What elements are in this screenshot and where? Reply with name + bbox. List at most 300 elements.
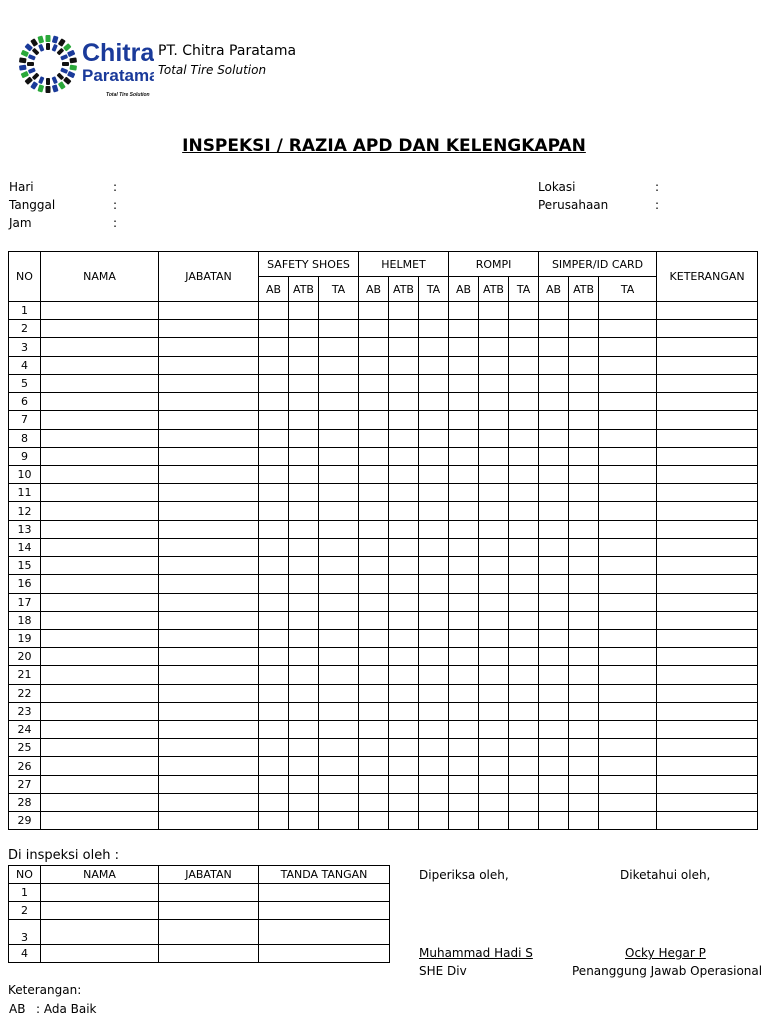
table-cell[interactable] — [289, 739, 319, 757]
table-cell[interactable] — [599, 338, 657, 356]
table-cell[interactable] — [569, 538, 599, 556]
table-cell[interactable] — [41, 411, 159, 429]
table-cell[interactable] — [41, 393, 159, 411]
table-cell[interactable] — [509, 721, 539, 739]
table-cell[interactable] — [509, 502, 539, 520]
table-cell[interactable] — [359, 429, 389, 447]
table-cell[interactable] — [389, 320, 419, 338]
table-cell[interactable] — [419, 793, 449, 811]
table-cell[interactable] — [509, 648, 539, 666]
table-cell[interactable] — [359, 338, 389, 356]
table-cell[interactable] — [359, 520, 389, 538]
table-cell[interactable] — [41, 520, 159, 538]
table-cell[interactable] — [449, 557, 479, 575]
table-cell[interactable] — [599, 393, 657, 411]
table-cell[interactable] — [359, 393, 389, 411]
table-cell[interactable] — [509, 338, 539, 356]
table-cell[interactable] — [389, 429, 419, 447]
table-cell[interactable] — [539, 611, 569, 629]
table-cell[interactable] — [259, 374, 289, 392]
table-cell[interactable] — [389, 648, 419, 666]
table-cell[interactable] — [449, 429, 479, 447]
table-cell[interactable] — [479, 629, 509, 647]
table-cell[interactable] — [389, 739, 419, 757]
table-cell[interactable] — [599, 575, 657, 593]
table-cell[interactable] — [159, 611, 259, 629]
table-cell[interactable] — [449, 593, 479, 611]
table-cell[interactable] — [419, 447, 449, 465]
table-cell[interactable] — [389, 666, 419, 684]
table-cell[interactable] — [319, 721, 359, 739]
table-cell[interactable] — [159, 465, 259, 483]
table-cell[interactable] — [259, 356, 289, 374]
table-cell[interactable] — [259, 520, 289, 538]
table-cell[interactable] — [569, 502, 599, 520]
table-cell[interactable] — [539, 520, 569, 538]
table-cell[interactable] — [289, 793, 319, 811]
table-cell[interactable] — [319, 520, 359, 538]
table-cell[interactable] — [259, 775, 289, 793]
table-cell[interactable] — [509, 557, 539, 575]
table-cell[interactable] — [509, 356, 539, 374]
table-cell[interactable] — [449, 484, 479, 502]
table-cell[interactable] — [159, 757, 259, 775]
table-cell[interactable] — [41, 320, 159, 338]
table-cell[interactable] — [479, 812, 509, 830]
table-cell[interactable] — [359, 721, 389, 739]
table-cell[interactable] — [657, 611, 758, 629]
table-cell[interactable] — [569, 447, 599, 465]
table-cell[interactable] — [509, 374, 539, 392]
table-cell[interactable] — [259, 411, 289, 429]
table-cell[interactable] — [159, 302, 259, 320]
table-cell[interactable] — [159, 593, 259, 611]
table-cell[interactable] — [657, 593, 758, 611]
table-cell[interactable] — [449, 538, 479, 556]
table-cell[interactable] — [389, 775, 419, 793]
inspector-cell[interactable] — [159, 902, 259, 920]
table-cell[interactable] — [657, 393, 758, 411]
table-cell[interactable] — [419, 302, 449, 320]
table-cell[interactable] — [479, 775, 509, 793]
table-cell[interactable] — [419, 629, 449, 647]
table-cell[interactable] — [449, 393, 479, 411]
table-cell[interactable] — [539, 320, 569, 338]
table-cell[interactable] — [569, 393, 599, 411]
table-cell[interactable] — [657, 575, 758, 593]
table-cell[interactable] — [509, 593, 539, 611]
table-cell[interactable] — [569, 629, 599, 647]
table-cell[interactable] — [41, 502, 159, 520]
table-cell[interactable] — [41, 302, 159, 320]
table-cell[interactable] — [657, 793, 758, 811]
table-cell[interactable] — [569, 302, 599, 320]
table-cell[interactable] — [449, 338, 479, 356]
table-cell[interactable] — [539, 429, 569, 447]
table-cell[interactable] — [289, 538, 319, 556]
table-cell[interactable] — [419, 338, 449, 356]
table-cell[interactable] — [569, 338, 599, 356]
table-cell[interactable] — [319, 666, 359, 684]
table-cell[interactable] — [259, 629, 289, 647]
table-cell[interactable] — [509, 538, 539, 556]
table-cell[interactable] — [259, 465, 289, 483]
table-cell[interactable] — [599, 557, 657, 575]
table-cell[interactable] — [419, 429, 449, 447]
table-cell[interactable] — [389, 411, 419, 429]
table-cell[interactable] — [599, 721, 657, 739]
table-cell[interactable] — [389, 593, 419, 611]
table-cell[interactable] — [479, 666, 509, 684]
table-cell[interactable] — [449, 666, 479, 684]
table-cell[interactable] — [539, 447, 569, 465]
table-cell[interactable] — [389, 538, 419, 556]
table-cell[interactable] — [569, 775, 599, 793]
table-cell[interactable] — [419, 538, 449, 556]
table-cell[interactable] — [509, 611, 539, 629]
table-cell[interactable] — [359, 320, 389, 338]
table-cell[interactable] — [259, 793, 289, 811]
table-cell[interactable] — [289, 393, 319, 411]
table-cell[interactable] — [479, 557, 509, 575]
table-cell[interactable] — [449, 648, 479, 666]
table-cell[interactable] — [259, 739, 289, 757]
table-cell[interactable] — [509, 520, 539, 538]
table-cell[interactable] — [539, 757, 569, 775]
table-cell[interactable] — [389, 484, 419, 502]
table-cell[interactable] — [159, 429, 259, 447]
table-cell[interactable] — [539, 593, 569, 611]
table-cell[interactable] — [539, 684, 569, 702]
table-cell[interactable] — [569, 666, 599, 684]
table-cell[interactable] — [159, 721, 259, 739]
table-cell[interactable] — [509, 447, 539, 465]
inspector-cell[interactable] — [159, 884, 259, 902]
table-cell[interactable] — [479, 538, 509, 556]
table-cell[interactable] — [319, 757, 359, 775]
table-cell[interactable] — [479, 520, 509, 538]
table-cell[interactable] — [509, 484, 539, 502]
table-cell[interactable] — [569, 374, 599, 392]
table-cell[interactable] — [259, 320, 289, 338]
table-cell[interactable] — [359, 793, 389, 811]
table-cell[interactable] — [449, 302, 479, 320]
table-cell[interactable] — [479, 320, 509, 338]
table-cell[interactable] — [509, 739, 539, 757]
table-cell[interactable] — [449, 465, 479, 483]
table-cell[interactable] — [359, 411, 389, 429]
table-cell[interactable] — [599, 502, 657, 520]
table-cell[interactable] — [289, 411, 319, 429]
table-cell[interactable] — [599, 702, 657, 720]
table-cell[interactable] — [319, 812, 359, 830]
table-cell[interactable] — [419, 611, 449, 629]
table-cell[interactable] — [569, 557, 599, 575]
table-cell[interactable] — [569, 757, 599, 775]
table-cell[interactable] — [419, 411, 449, 429]
table-cell[interactable] — [657, 411, 758, 429]
inspector-cell[interactable] — [41, 902, 159, 920]
table-cell[interactable] — [41, 793, 159, 811]
table-cell[interactable] — [657, 812, 758, 830]
table-cell[interactable] — [359, 593, 389, 611]
table-cell[interactable] — [657, 447, 758, 465]
table-cell[interactable] — [599, 648, 657, 666]
table-cell[interactable] — [259, 538, 289, 556]
table-cell[interactable] — [359, 684, 389, 702]
table-cell[interactable] — [479, 721, 509, 739]
table-cell[interactable] — [359, 575, 389, 593]
table-cell[interactable] — [657, 302, 758, 320]
table-cell[interactable] — [159, 538, 259, 556]
table-cell[interactable] — [41, 465, 159, 483]
table-cell[interactable] — [599, 629, 657, 647]
table-cell[interactable] — [319, 593, 359, 611]
table-cell[interactable] — [509, 429, 539, 447]
table-cell[interactable] — [449, 356, 479, 374]
table-cell[interactable] — [319, 648, 359, 666]
table-cell[interactable] — [159, 393, 259, 411]
table-cell[interactable] — [389, 502, 419, 520]
table-cell[interactable] — [159, 320, 259, 338]
table-cell[interactable] — [599, 374, 657, 392]
table-cell[interactable] — [539, 666, 569, 684]
table-cell[interactable] — [359, 447, 389, 465]
table-cell[interactable] — [509, 302, 539, 320]
table-cell[interactable] — [599, 611, 657, 629]
table-cell[interactable] — [289, 575, 319, 593]
table-cell[interactable] — [539, 793, 569, 811]
table-cell[interactable] — [389, 629, 419, 647]
table-cell[interactable] — [289, 557, 319, 575]
table-cell[interactable] — [657, 356, 758, 374]
table-cell[interactable] — [449, 411, 479, 429]
table-cell[interactable] — [657, 374, 758, 392]
table-cell[interactable] — [539, 356, 569, 374]
table-cell[interactable] — [657, 757, 758, 775]
table-cell[interactable] — [389, 721, 419, 739]
table-cell[interactable] — [449, 757, 479, 775]
table-cell[interactable] — [359, 538, 389, 556]
table-cell[interactable] — [539, 702, 569, 720]
table-cell[interactable] — [657, 484, 758, 502]
table-cell[interactable] — [657, 629, 758, 647]
table-cell[interactable] — [509, 629, 539, 647]
table-cell[interactable] — [259, 302, 289, 320]
table-cell[interactable] — [539, 338, 569, 356]
table-cell[interactable] — [389, 393, 419, 411]
table-cell[interactable] — [449, 374, 479, 392]
table-cell[interactable] — [259, 429, 289, 447]
table-cell[interactable] — [259, 648, 289, 666]
table-cell[interactable] — [569, 429, 599, 447]
table-cell[interactable] — [389, 520, 419, 538]
table-cell[interactable] — [419, 575, 449, 593]
table-cell[interactable] — [599, 812, 657, 830]
table-cell[interactable] — [319, 411, 359, 429]
table-cell[interactable] — [657, 775, 758, 793]
table-cell[interactable] — [159, 775, 259, 793]
table-cell[interactable] — [359, 557, 389, 575]
table-cell[interactable] — [449, 520, 479, 538]
table-cell[interactable] — [41, 775, 159, 793]
table-cell[interactable] — [419, 702, 449, 720]
table-cell[interactable] — [319, 793, 359, 811]
table-cell[interactable] — [539, 775, 569, 793]
table-cell[interactable] — [479, 684, 509, 702]
table-cell[interactable] — [359, 702, 389, 720]
table-cell[interactable] — [41, 666, 159, 684]
table-cell[interactable] — [449, 611, 479, 629]
table-cell[interactable] — [539, 739, 569, 757]
table-cell[interactable] — [539, 629, 569, 647]
table-cell[interactable] — [599, 793, 657, 811]
table-cell[interactable] — [319, 356, 359, 374]
table-cell[interactable] — [41, 447, 159, 465]
table-cell[interactable] — [449, 684, 479, 702]
table-cell[interactable] — [479, 411, 509, 429]
table-cell[interactable] — [389, 557, 419, 575]
table-cell[interactable] — [419, 465, 449, 483]
table-cell[interactable] — [389, 302, 419, 320]
table-cell[interactable] — [319, 684, 359, 702]
table-cell[interactable] — [41, 702, 159, 720]
table-cell[interactable] — [657, 721, 758, 739]
table-cell[interactable] — [159, 520, 259, 538]
table-cell[interactable] — [419, 812, 449, 830]
table-cell[interactable] — [419, 739, 449, 757]
table-cell[interactable] — [479, 374, 509, 392]
table-cell[interactable] — [259, 393, 289, 411]
table-cell[interactable] — [319, 775, 359, 793]
table-cell[interactable] — [289, 356, 319, 374]
table-cell[interactable] — [41, 338, 159, 356]
table-cell[interactable] — [479, 447, 509, 465]
table-cell[interactable] — [41, 684, 159, 702]
table-cell[interactable] — [449, 447, 479, 465]
table-cell[interactable] — [289, 320, 319, 338]
table-cell[interactable] — [569, 320, 599, 338]
table-cell[interactable] — [159, 447, 259, 465]
table-cell[interactable] — [569, 484, 599, 502]
table-cell[interactable] — [419, 648, 449, 666]
table-cell[interactable] — [539, 721, 569, 739]
table-cell[interactable] — [599, 429, 657, 447]
inspector-cell[interactable] — [41, 920, 159, 945]
table-cell[interactable] — [599, 666, 657, 684]
table-cell[interactable] — [389, 702, 419, 720]
table-cell[interactable] — [289, 520, 319, 538]
table-cell[interactable] — [479, 702, 509, 720]
table-cell[interactable] — [479, 356, 509, 374]
table-cell[interactable] — [419, 684, 449, 702]
table-cell[interactable] — [159, 793, 259, 811]
table-cell[interactable] — [569, 702, 599, 720]
table-cell[interactable] — [479, 302, 509, 320]
table-cell[interactable] — [319, 557, 359, 575]
table-cell[interactable] — [359, 629, 389, 647]
table-cell[interactable] — [419, 393, 449, 411]
inspector-cell[interactable] — [259, 945, 390, 963]
table-cell[interactable] — [259, 593, 289, 611]
table-cell[interactable] — [599, 411, 657, 429]
table-cell[interactable] — [479, 648, 509, 666]
table-cell[interactable] — [289, 429, 319, 447]
table-cell[interactable] — [159, 502, 259, 520]
table-cell[interactable] — [41, 648, 159, 666]
table-cell[interactable] — [569, 411, 599, 429]
table-cell[interactable] — [41, 538, 159, 556]
table-cell[interactable] — [289, 684, 319, 702]
inspector-cell[interactable] — [259, 884, 390, 902]
table-cell[interactable] — [479, 611, 509, 629]
table-cell[interactable] — [657, 338, 758, 356]
table-cell[interactable] — [479, 393, 509, 411]
table-cell[interactable] — [657, 648, 758, 666]
table-cell[interactable] — [509, 575, 539, 593]
table-cell[interactable] — [599, 739, 657, 757]
table-cell[interactable] — [539, 502, 569, 520]
table-cell[interactable] — [41, 484, 159, 502]
table-cell[interactable] — [569, 793, 599, 811]
table-cell[interactable] — [319, 575, 359, 593]
table-cell[interactable] — [41, 629, 159, 647]
table-cell[interactable] — [359, 484, 389, 502]
table-cell[interactable] — [319, 611, 359, 629]
table-cell[interactable] — [359, 812, 389, 830]
table-cell[interactable] — [509, 775, 539, 793]
table-cell[interactable] — [41, 611, 159, 629]
table-cell[interactable] — [539, 538, 569, 556]
table-cell[interactable] — [389, 575, 419, 593]
table-cell[interactable] — [509, 666, 539, 684]
table-cell[interactable] — [449, 629, 479, 647]
table-cell[interactable] — [657, 429, 758, 447]
table-cell[interactable] — [159, 575, 259, 593]
table-cell[interactable] — [41, 575, 159, 593]
inspector-cell[interactable] — [159, 945, 259, 963]
table-cell[interactable] — [539, 374, 569, 392]
inspector-cell[interactable] — [41, 945, 159, 963]
table-cell[interactable] — [259, 575, 289, 593]
table-cell[interactable] — [539, 812, 569, 830]
table-cell[interactable] — [41, 374, 159, 392]
table-cell[interactable] — [159, 411, 259, 429]
table-cell[interactable] — [259, 757, 289, 775]
table-cell[interactable] — [289, 648, 319, 666]
table-cell[interactable] — [509, 393, 539, 411]
table-cell[interactable] — [599, 465, 657, 483]
table-cell[interactable] — [259, 557, 289, 575]
table-cell[interactable] — [159, 648, 259, 666]
table-cell[interactable] — [159, 739, 259, 757]
table-cell[interactable] — [449, 812, 479, 830]
table-cell[interactable] — [319, 502, 359, 520]
table-cell[interactable] — [479, 739, 509, 757]
table-cell[interactable] — [289, 302, 319, 320]
table-cell[interactable] — [419, 593, 449, 611]
table-cell[interactable] — [41, 721, 159, 739]
table-cell[interactable] — [359, 502, 389, 520]
table-cell[interactable] — [259, 502, 289, 520]
table-cell[interactable] — [599, 484, 657, 502]
table-cell[interactable] — [599, 520, 657, 538]
table-cell[interactable] — [509, 320, 539, 338]
table-cell[interactable] — [259, 812, 289, 830]
table-cell[interactable] — [599, 538, 657, 556]
table-cell[interactable] — [657, 557, 758, 575]
table-cell[interactable] — [569, 812, 599, 830]
